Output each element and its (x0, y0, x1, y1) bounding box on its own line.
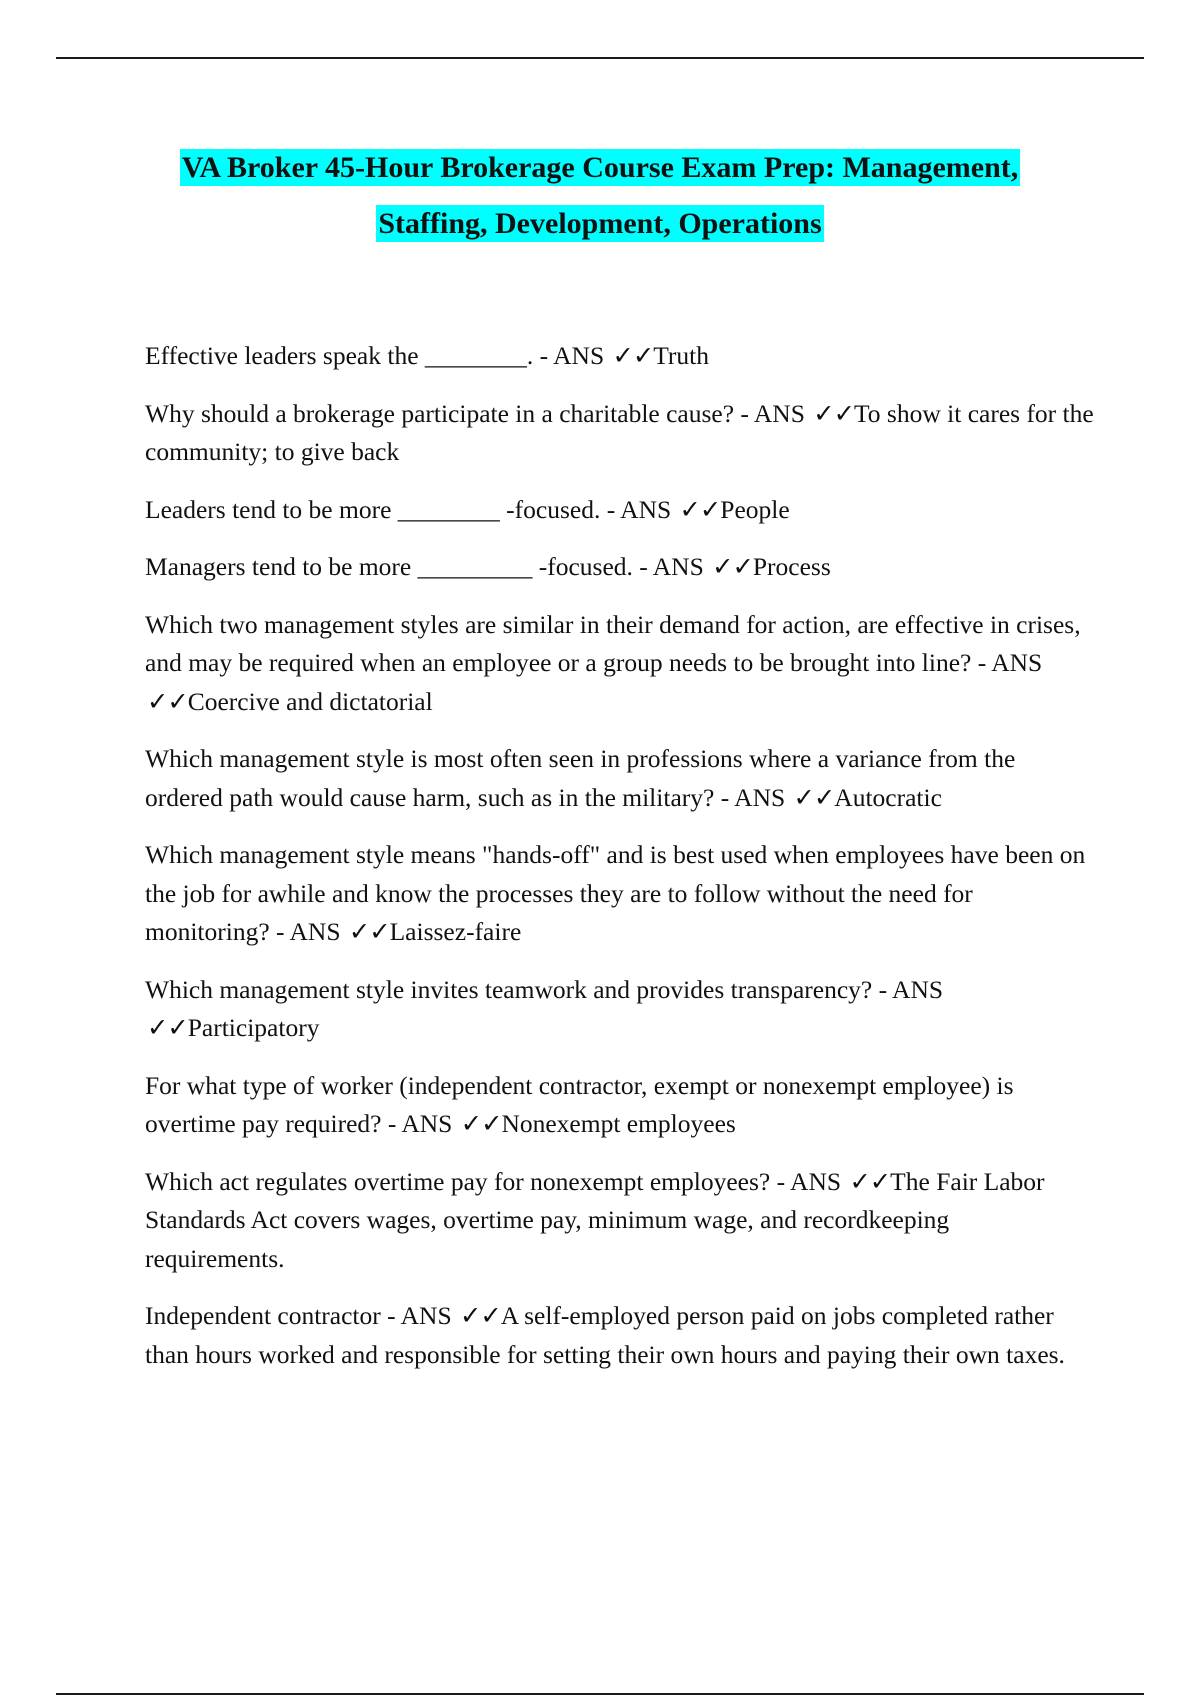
qa-item (145, 491, 1095, 530)
qa-item (145, 548, 1095, 587)
double-check-icon: ✓✓ (813, 398, 855, 428)
ans-label: ANS (991, 648, 1043, 677)
document-title (100, 140, 1100, 252)
double-check-icon: ✓✓ (679, 494, 721, 524)
qa-item (145, 606, 1095, 722)
ans-label: ANS (753, 398, 805, 428)
ans-label: ANS (400, 1301, 452, 1330)
top-rule (56, 57, 1144, 59)
question-text: Effective leaders speak the ________. - (145, 341, 554, 370)
double-check-icon: ✓✓ (147, 1013, 188, 1042)
ans-label: ANS (289, 917, 341, 946)
question-text: Which management style invites teamwork and provides transparency? - (145, 974, 893, 1004)
bottom-rule (56, 1693, 1144, 1695)
ans-label: ANS (892, 974, 944, 1004)
answer-text: A self-employed person paid on jobs completed rather than hours worked and responsible for setting their own hours and paying their own taxes. (145, 1301, 1065, 1369)
qa-item (145, 1067, 1095, 1144)
double-check-icon: ✓✓ (147, 686, 188, 716)
qa-item (145, 836, 1095, 952)
title-line-1: VA Broker 45-Hour Brokerage Course Exam Prep: Management, (181, 151, 1019, 184)
ans-label: ANS (790, 1166, 842, 1196)
double-check-icon: ✓✓ (612, 341, 654, 370)
qa-item (145, 1297, 1095, 1374)
question-text: Which act regulates overtime pay for nonexempt employees? - (145, 1166, 791, 1196)
ans-label: ANS (401, 1109, 453, 1138)
answer-text: Process (752, 552, 831, 581)
question-text: Leaders tend to be more ________ -focused. - (145, 494, 621, 524)
double-check-icon: ✓✓ (793, 782, 835, 812)
title-line-2: Staffing, Development, Operations (378, 207, 822, 240)
answer-text: Nonexempt employees (501, 1109, 736, 1138)
answer-text: To show it cares for the community; to give back (145, 398, 1094, 466)
double-check-icon: ✓✓ (460, 1301, 501, 1330)
qa-item (145, 740, 1095, 817)
answer-text: Participatory (187, 1013, 320, 1042)
ans-label: ANS (553, 341, 605, 370)
double-check-icon: ✓✓ (460, 1109, 502, 1138)
answer-text: Laissez-faire (389, 917, 522, 946)
question-text: Which management style means "hands-off" and is best used when employees have been on the job for awhile and know the processes they are to follow without the need for monitoring? - (145, 840, 1086, 946)
question-text: Which management style is most often seen in professions where a variance from the ordered path would cause harm, such as in the military? - (145, 744, 1016, 812)
ans-label: ANS (620, 494, 672, 524)
double-check-icon: ✓✓ (712, 552, 753, 581)
double-check-icon: ✓✓ (348, 917, 390, 946)
qa-item (145, 1163, 1095, 1279)
answer-text: People (720, 494, 790, 524)
answer-text: Coercive and dictatorial (187, 686, 433, 716)
question-text: Which two management styles are similar in their demand for action, are effective in crises, and may be required when an employee or a group needs to be brought into line? - (145, 609, 1081, 677)
question-text: Managers tend to be more _________ -focused. - (145, 552, 653, 581)
qa-list (145, 337, 1095, 1393)
qa-item (145, 971, 1095, 1048)
qa-item (145, 395, 1095, 472)
question-text: For what type of worker (independent contractor, exempt or nonexempt employee) is overtime pay required? - (145, 1070, 1014, 1138)
answer-text: The Fair Labor Standards Act covers wages, overtime pay, minimum wage, and recordkeeping requirements. (145, 1166, 1045, 1273)
answer-text: Autocratic (834, 782, 942, 812)
ans-label: ANS (734, 782, 786, 812)
ans-label: ANS (652, 552, 704, 581)
question-text: Why should a brokerage participate in a charitable cause? - (145, 398, 754, 428)
question-text: Independent contractor - (145, 1301, 401, 1330)
qa-item (145, 337, 1095, 376)
answer-text: Truth (653, 341, 709, 370)
double-check-icon: ✓✓ (849, 1166, 891, 1196)
